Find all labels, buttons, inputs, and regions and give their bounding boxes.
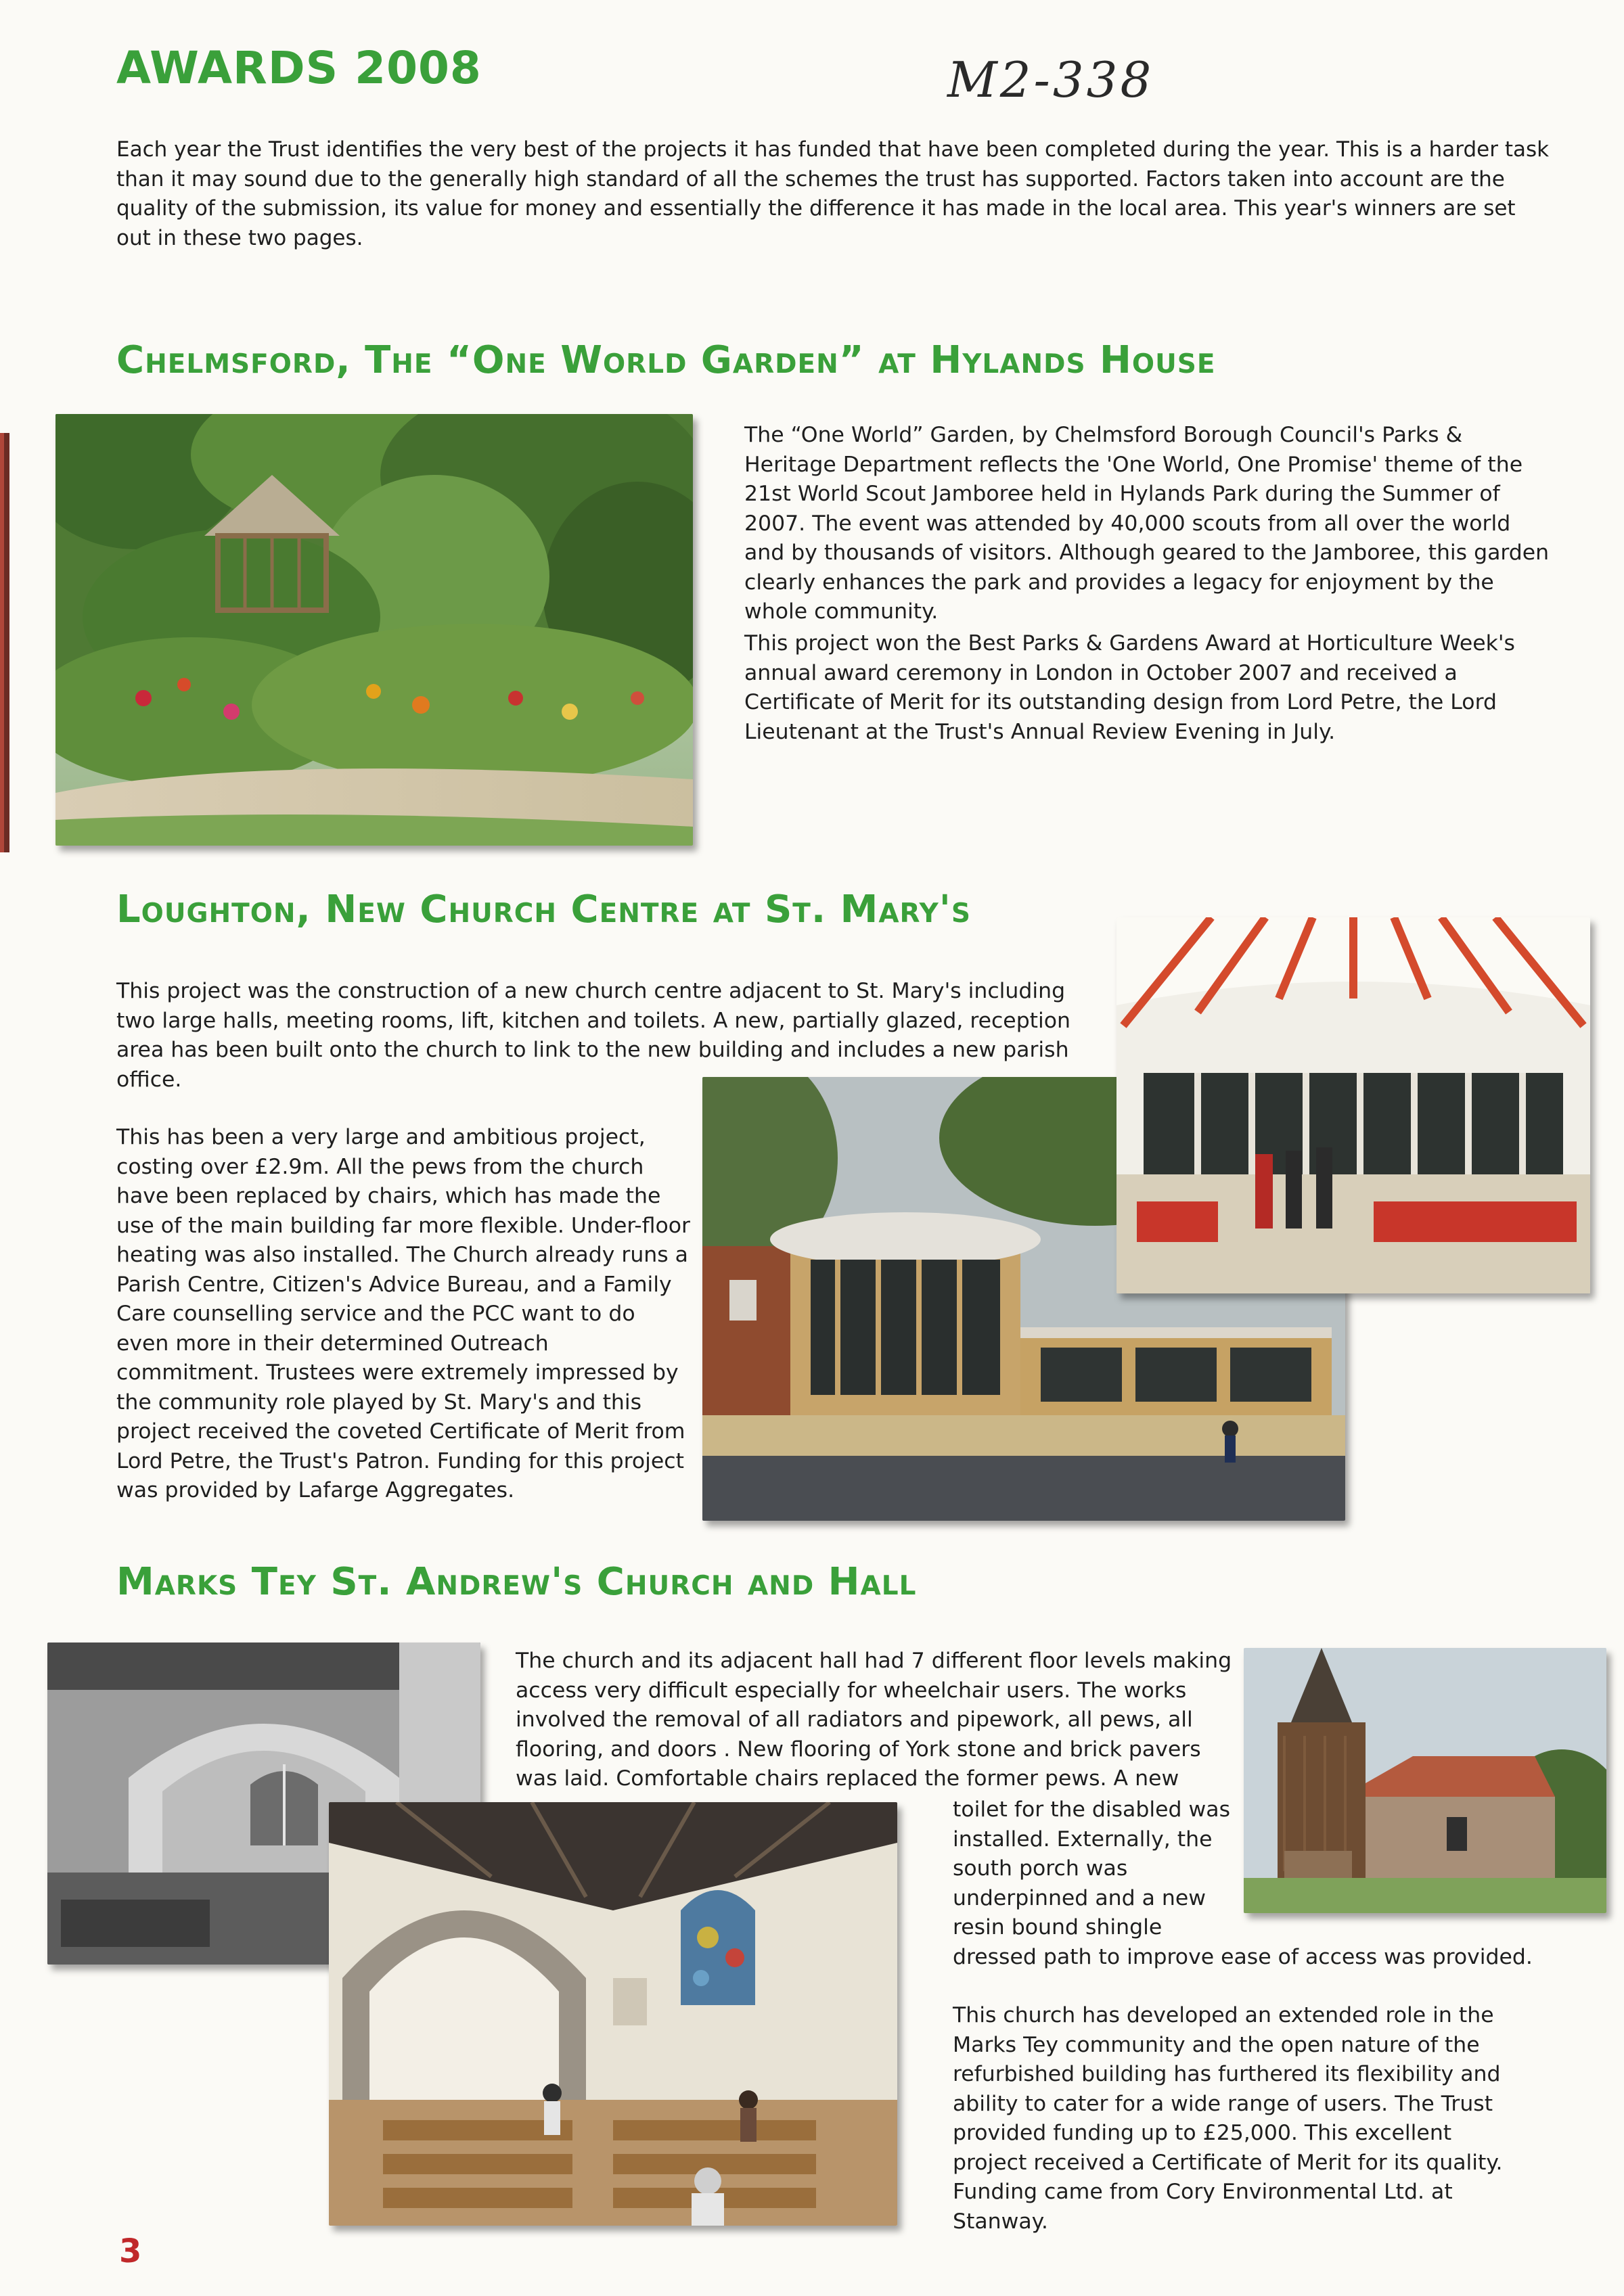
church-interior-color-photo bbox=[329, 1802, 897, 2226]
page-edge-highlight bbox=[0, 433, 4, 852]
section-heading-loughton: Loughton, New Church Centre at St. Mary's bbox=[116, 888, 971, 932]
page-title: AWARDS 2008 bbox=[116, 42, 482, 94]
church-exterior-photo bbox=[1244, 1648, 1606, 1913]
chelmsford-paragraph-2: This project won the Best Parks & Gardens Award at Horticulture Week's annual award ceremony in London in October 2007 and received a Certificate of Merit for its outstanding design from Lord Petre, the Lord Lieutenant at the Trust's Annual Review Evening in July. bbox=[744, 631, 1515, 744]
marks-tey-paragraph-1-continued: toilet for the disabled was installed. Externally, the south porch was underpinned and a new resin bound shingle bbox=[953, 1797, 1230, 1939]
church-centre-interior-photo bbox=[1116, 917, 1590, 1293]
page-number: 3 bbox=[119, 2232, 142, 2270]
loughton-paragraph-1: This project was the construction of a new church centre adjacent to St. Mary's including two large halls, meeting rooms, lift, kitchen and toilets. A new, partially glazed, reception area has been built onto the church to link to the new building and includes a new parish office. bbox=[116, 979, 1071, 1092]
loughton-paragraph-2: This has been a very large and ambitious project, costing over £2.9m. All the pews from the church have been replaced by chairs, which has made the use of the main building far more flexible. Under-floor heating was also installed. The Church already runs a Parish Centre, Citizen's Advice Bureau, and a Family Care counselling service and the PCC want to do even more in their determined Outreach commitment. Trustees were extremely impressed by the community role played by St. Mary's and this project received the coveted Certificate of Merit from Lord Petre, the Trust's Patron. Funding for this project was provided by Lafarge Aggregates. bbox=[116, 1125, 690, 1502]
handwritten-reference: M2-338 bbox=[947, 51, 1154, 108]
marks-tey-paragraph-2: This church has developed an extended role in the Marks Tey community and the open nature of the refurbished building has furthered its flexibility and ability to cater for a wide range of users. The Trust provided funding up to £25,000. This excellent project received a Certificate of Merit for its quality. Funding came from Cory Environmental Ltd. at Stanway. bbox=[953, 2003, 1503, 2234]
intro-paragraph: Each year the Trust identifies the very best of the projects it has funded that have been completed during the year. This is a harder task than it may sound due to the generally high standard of all the schemes the trust has supported. Factors taken into account are the quality of the submission, its value for money and essentially the difference it has made in the local area. This year's winners are set out in these two pages. bbox=[116, 137, 1550, 250]
section-heading-chelmsford: Chelmsford, The “One World Garden” at Hylands House bbox=[116, 338, 1216, 382]
section-heading-marks-tey: Marks Tey St. Andrew's Church and Hall bbox=[116, 1560, 917, 1604]
marks-tey-paragraph-1-end: dressed path to improve ease of access was provided. bbox=[953, 1945, 1533, 1969]
garden-photo bbox=[55, 414, 693, 846]
marks-tey-paragraph-1: The church and its adjacent hall had 7 different floor levels making access very difficult especially for wheelchair users. The works involved the removal of all radiators and pipework, all pews, all flooring, and doors . New flooring of York stone and brick pavers was laid. Comfortable chairs replaced the former pews. A new bbox=[516, 1649, 1232, 1791]
chelmsford-paragraph-1: The “One World” Garden, by Chelmsford Borough Council's Parks & Heritage Department reflects the 'One World, One Promise' theme of the 21st World Scout Jamboree held in Hylands Park during the Summer of 2007. The event was attended by 40,000 scouts from all over the world and by thousands of visitors. Although geared to the Jamboree, this garden clearly enhances the park and provides a legacy for enjoyment by the whole community. bbox=[744, 423, 1550, 624]
